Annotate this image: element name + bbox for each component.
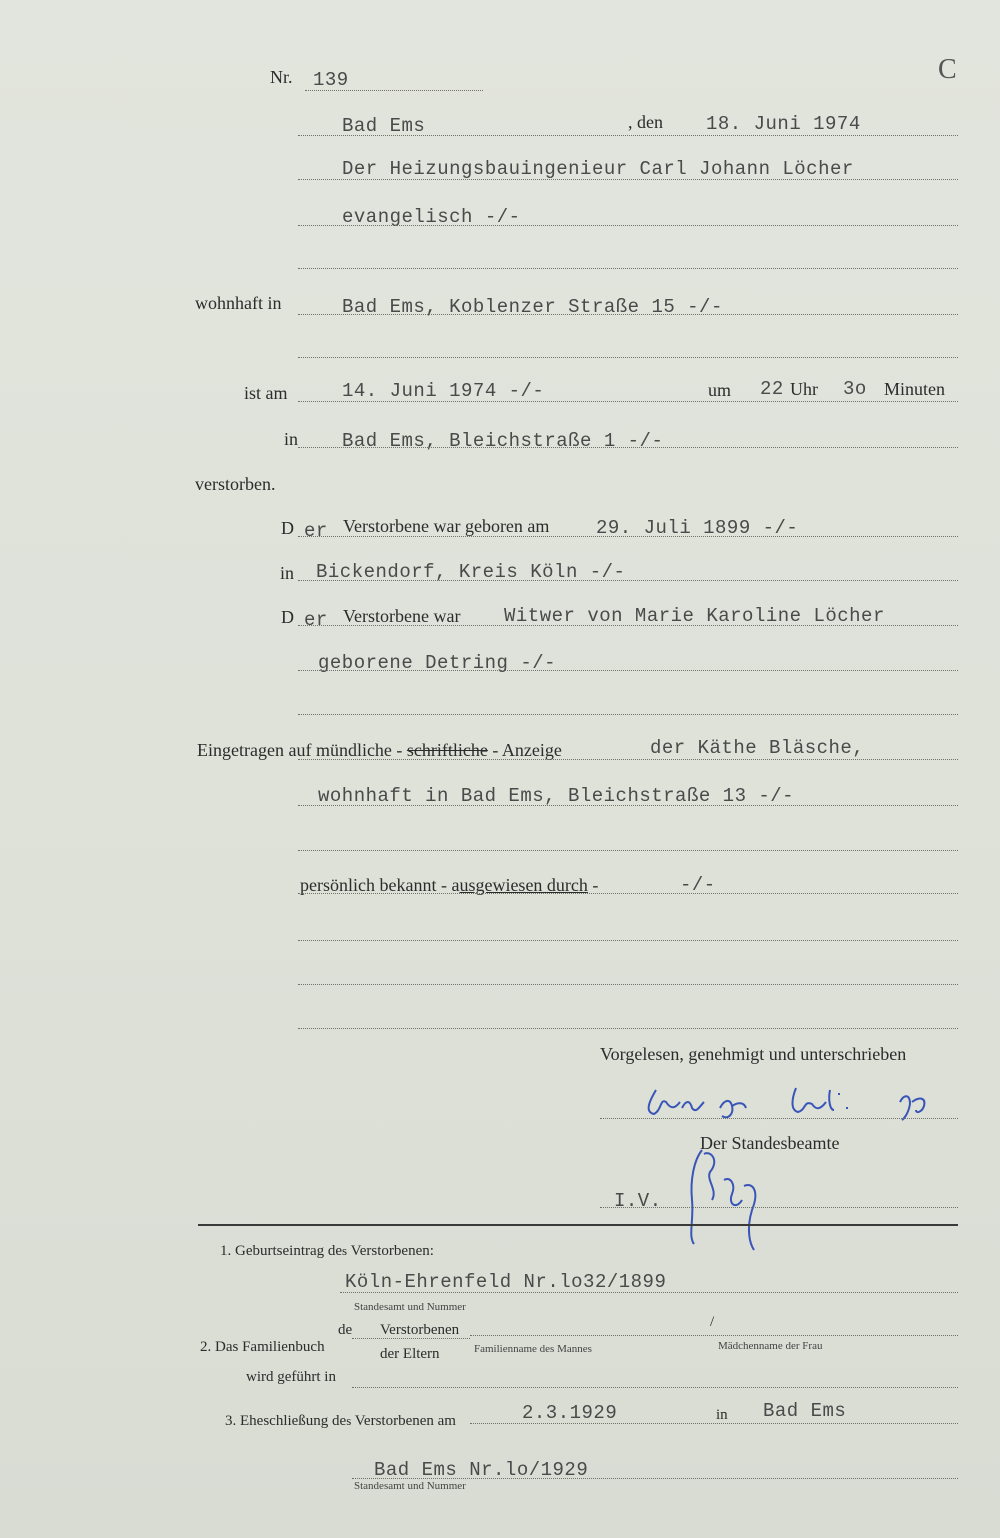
status-rule-2 — [298, 670, 958, 671]
footer-item2-verstorbenen: Verstorbenen — [380, 1322, 460, 1338]
blank-rule-1 — [298, 268, 958, 269]
informant-address: wohnhaft in Bad Ems, Bleichstraße 13 -/- — [318, 785, 795, 807]
blank-rule-4 — [298, 850, 958, 851]
nr-label: Nr. — [270, 67, 293, 87]
registration-label: Eingetragen auf mündliche - schriftliche - Anzeige — [197, 740, 562, 760]
death-date-rule — [298, 401, 958, 402]
registrar-signature-rule — [600, 1207, 958, 1208]
registry-date: 18. Juni 1974 — [706, 113, 861, 135]
death-place-rule — [298, 447, 958, 448]
declarant-signature-rule — [600, 1118, 958, 1119]
declarant-line-1-rule — [298, 179, 958, 180]
footer-item2-rule — [470, 1335, 958, 1336]
status-d-suffix: er — [304, 609, 328, 631]
death-date-label: ist am — [244, 383, 288, 403]
footer-gefuehrt-label: wird geführt in — [246, 1369, 336, 1385]
footer-marriage-registry-rule — [352, 1478, 958, 1479]
status-value-1: Witwer von Marie Karoline Löcher — [504, 605, 885, 627]
death-place: Bad Ems, Bleichstraße 1 -/- — [342, 430, 664, 452]
footer-gefuehrt-rule — [352, 1387, 958, 1388]
place-date-line — [298, 135, 958, 136]
residence-rule — [298, 314, 958, 315]
death-place-label: in — [284, 429, 299, 449]
status-value-2: geborene Detring -/- — [318, 652, 557, 674]
footer-item2-label: 2. Das Familienbuch — [200, 1339, 325, 1355]
footer-standesamt-caption-2: Standesamt und Nummer — [354, 1480, 466, 1492]
footer-birth-registry: Köln-Ehrenfeld Nr.lo32/1899 — [345, 1271, 667, 1293]
blank-rule-6 — [298, 984, 958, 985]
footer-standesamt-caption: Standesamt und Nummer — [354, 1301, 466, 1313]
nr-value: 139 — [313, 69, 349, 91]
declarant-line-2-rule — [298, 225, 958, 226]
registration-rule-1 — [298, 759, 958, 760]
blank-rule-5 — [298, 940, 958, 941]
blank-rule-7 — [298, 1028, 958, 1029]
standesbeamte-label: Der Standesbeamte — [700, 1133, 840, 1153]
um-label: um — [708, 380, 732, 400]
registration-rule-2 — [298, 805, 958, 806]
birth-place-rule — [298, 580, 958, 581]
verstorben-label: verstorben. — [195, 474, 276, 494]
footer-item2-de-rule — [352, 1338, 470, 1339]
blank-rule-3 — [298, 714, 958, 715]
residence-label: wohnhaft in — [195, 293, 282, 313]
den-label: , den — [628, 112, 663, 132]
identity-value: -/- — [680, 874, 716, 896]
birth-date: 29. Juli 1899 -/- — [596, 517, 799, 539]
footer-item1-label: 1. Geburtseintrag des Verstorbenen: — [220, 1243, 434, 1259]
footer-marriage-registry: Bad Ems Nr.lo/1929 — [374, 1459, 589, 1481]
footer-marriage-date: 2.3.1929 — [522, 1402, 618, 1424]
declarant-line-1: Der Heizungsbauingenieur Carl Johann Löcher — [342, 158, 854, 180]
blank-rule-2 — [298, 357, 958, 358]
footer-marriage-place: Bad Ems — [763, 1400, 847, 1422]
birth-label: Verstorbene war geboren am — [343, 516, 550, 536]
status-label: Verstorbene war — [343, 606, 461, 626]
informant-name: der Käthe Bläsche, — [650, 737, 865, 759]
birth-d-suffix: er — [304, 520, 328, 542]
birth-date-rule — [298, 536, 958, 537]
birth-place-label: in — [280, 563, 295, 583]
footer-item3-label: 3. Eheschließung des Verstorbenen am — [225, 1413, 456, 1429]
register-letter: C — [938, 54, 957, 85]
declarant-signature — [620, 1080, 960, 1130]
death-minutes: 3o — [843, 378, 867, 400]
section-divider — [198, 1224, 958, 1226]
footer-item2-eltern: der Eltern — [380, 1346, 440, 1362]
registry-place: Bad Ems — [342, 115, 426, 137]
status-rule-1 — [298, 625, 958, 626]
iv-label: I.V. — [614, 1190, 662, 1212]
footer-item1-rule — [340, 1292, 958, 1293]
uhr-label: Uhr — [790, 379, 818, 399]
vorgelesen-text: Vorgelesen, genehmigt und unterschrieben — [600, 1044, 907, 1064]
footer-item3-in: in — [716, 1407, 728, 1423]
identity-rule — [298, 893, 958, 894]
registrar-signature — [680, 1140, 780, 1260]
nr-line — [305, 90, 483, 91]
identity-label: persönlich bekannt - ausgewiesen durch - — [300, 875, 599, 895]
residence-value: Bad Ems, Koblenzer Straße 15 -/- — [342, 296, 723, 318]
death-date: 14. Juni 1974 -/- — [342, 380, 545, 402]
footer-item2-de: de — [338, 1322, 353, 1338]
birth-d-prefix: D — [281, 518, 294, 538]
footer-item2-slash: / — [710, 1314, 715, 1330]
birth-place: Bickendorf, Kreis Köln -/- — [316, 561, 626, 583]
declarant-line-2: evangelisch -/- — [342, 206, 521, 228]
footer-maedchenname-caption: Mädchenname der Frau — [718, 1340, 823, 1352]
status-d-prefix: D — [281, 607, 294, 627]
death-hour: 22 — [760, 378, 784, 400]
minuten-label: Minuten — [884, 379, 945, 399]
footer-item3-rule — [470, 1423, 958, 1424]
footer-familienname-caption: Familienname des Mannes — [474, 1343, 592, 1355]
